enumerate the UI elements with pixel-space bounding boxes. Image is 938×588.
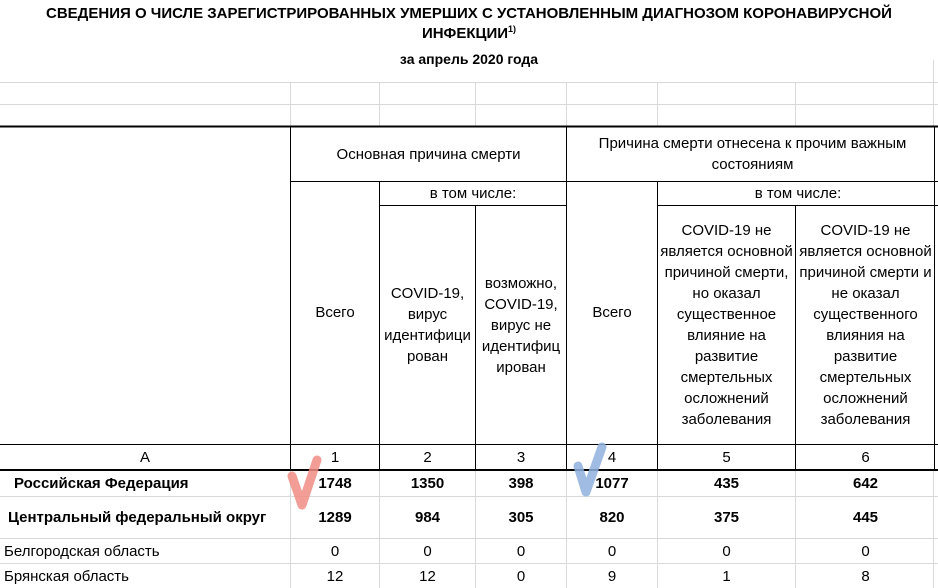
column-number-5: 5 — [722, 449, 731, 466]
value-cell: 435 — [713, 475, 740, 492]
value-cell: 12 — [419, 567, 436, 585]
value-cell: 820 — [599, 509, 625, 526]
value-cell: 0 — [607, 542, 617, 560]
row-label: Брянская область — [4, 567, 129, 585]
header-covid-identified: COVID-19, вирус идентифици рован — [384, 285, 471, 365]
title-line-2: ИНФЕКЦИИ — [421, 25, 509, 42]
column-number-3: 3 — [516, 449, 526, 466]
value-cell: 1 — [722, 567, 731, 585]
title-footnote: 1) — [508, 24, 517, 34]
value-cell: 375 — [713, 509, 740, 526]
header-total-other: Всего — [592, 304, 632, 321]
title-line-1: СВЕДЕНИЯ О ЧИСЛЕ ЗАРЕГИСТРИРОВАННЫХ УМЕРШИХ С УСТАНОВЛЕННЫМ ДИАГНОЗОМ КОРОНАВИРУСНОЙ — [46, 5, 892, 22]
value-cell: 0 — [516, 567, 526, 585]
value-cell: 0 — [722, 542, 731, 560]
row-label: Центральный федеральный округ — [8, 509, 267, 526]
value-cell: 984 — [414, 509, 441, 526]
column-number-2: 2 — [423, 449, 432, 466]
header-other-cause: Причина смерти отнесена к прочим важным состояниям — [598, 135, 907, 173]
header-including-other: в том числе: — [754, 184, 842, 202]
header-covid-contributed: COVID-19 не является основной причиной смерти, но оказал существенное влияние на развитие смертельных осложнений заболевания — [660, 222, 793, 428]
header-covid-not-contributed: COVID-19 не является основной причиной смерти и не оказал существенного влияния на развитие смертельных осложнений заболевания — [799, 222, 932, 428]
value-cell: 1289 — [318, 509, 352, 526]
value-cell: 642 — [852, 475, 879, 492]
value-cell: 12 — [326, 567, 344, 585]
value-cell: 0 — [423, 542, 432, 560]
column-number-a: А — [139, 449, 150, 466]
row-label: Российская Федерация — [14, 475, 189, 492]
column-number-4: 4 — [607, 449, 617, 466]
header-including-main: в том числе: — [429, 184, 517, 202]
value-cell: 1748 — [318, 475, 352, 492]
value-cell: 1350 — [410, 475, 445, 492]
value-cell: 1077 — [595, 475, 629, 492]
row-label: Белгородская область — [4, 542, 160, 560]
value-cell: 9 — [607, 567, 617, 585]
header-total-main: Всего — [315, 304, 355, 321]
value-cell: 8 — [861, 567, 870, 585]
value-cell: 398 — [508, 475, 534, 492]
value-cell: 305 — [508, 509, 534, 526]
value-cell: 0 — [330, 542, 340, 560]
value-cell: 0 — [861, 542, 870, 560]
header-main-cause: Основная причина смерти — [336, 145, 521, 163]
header-covid-possible: возможно, COVID-19, вирус не идентифиц ирован — [481, 274, 561, 376]
column-number-6: 6 — [861, 449, 870, 466]
value-cell: 445 — [852, 509, 879, 526]
report-period: за апрель 2020 года — [399, 51, 539, 67]
column-number-1: 1 — [330, 449, 340, 466]
value-cell: 0 — [516, 542, 526, 560]
